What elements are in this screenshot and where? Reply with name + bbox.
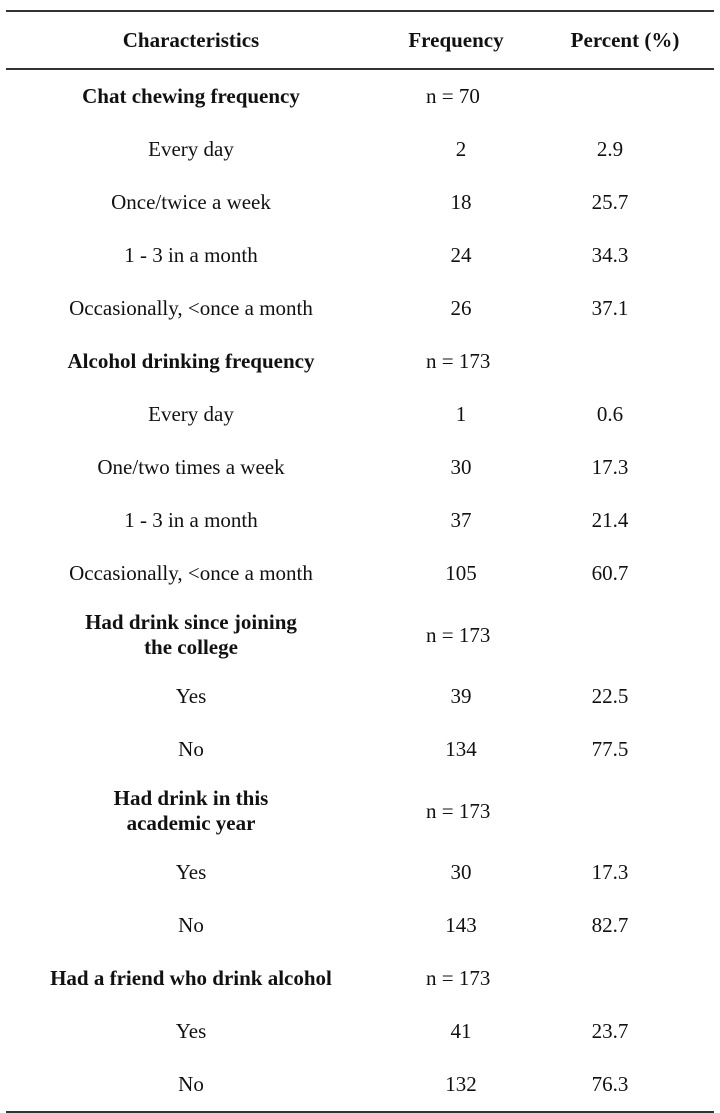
table-row	[6, 547, 714, 600]
row-label: 1 - 3 in a month	[124, 243, 258, 267]
table-row	[6, 388, 714, 441]
section-row	[6, 952, 714, 1005]
section-title: Alcohol drinking frequency	[67, 349, 315, 373]
row-percent: 77.5	[591, 737, 629, 761]
row-frequency: 24	[450, 243, 472, 267]
section-title-line1: Had drink in this	[113, 786, 269, 810]
row-label: No	[178, 913, 204, 937]
row-label: Every day	[148, 137, 234, 161]
section-n: n = 70	[426, 84, 480, 108]
row-percent: 82.7	[591, 913, 629, 937]
table-row	[6, 229, 714, 282]
table-row	[6, 899, 714, 952]
table-row	[6, 494, 714, 547]
row-percent: 25.7	[591, 190, 629, 214]
row-label: Yes	[175, 684, 207, 708]
row-percent: 23.7	[591, 1019, 629, 1043]
row-frequency: 143	[445, 913, 477, 937]
row-percent: 22.5	[591, 684, 629, 708]
section-row	[6, 600, 714, 670]
table-row	[6, 1058, 714, 1112]
row-frequency: 41	[450, 1019, 472, 1043]
row-frequency: 37	[450, 508, 472, 532]
section-empty-cell	[536, 69, 714, 123]
section-title	[6, 776, 376, 846]
row-frequency: 26	[450, 296, 472, 320]
row-percent: 34.3	[591, 243, 629, 267]
table-row	[6, 441, 714, 494]
section-row	[6, 335, 714, 388]
section-title: Chat chewing frequency	[82, 84, 300, 108]
row-frequency: 132	[376, 1058, 536, 1112]
section-empty-cell	[536, 335, 714, 388]
row-label: No	[178, 737, 204, 761]
section-empty-cell	[536, 600, 714, 670]
header-row	[6, 11, 714, 69]
characteristics-table	[6, 10, 714, 1113]
row-frequency: 39	[450, 684, 472, 708]
section-n: n = 173	[426, 349, 491, 373]
row-frequency: 134	[445, 737, 477, 761]
row-label: Yes	[175, 860, 207, 884]
section-row	[6, 69, 714, 123]
row-label: Yes	[175, 1019, 207, 1043]
row-label: No	[6, 1058, 376, 1112]
table-row	[6, 282, 714, 335]
section-n: n = 173	[426, 966, 491, 990]
section-title-line2: academic year	[126, 811, 256, 835]
row-label: One/two times a week	[97, 455, 285, 479]
table-row	[6, 723, 714, 776]
row-frequency: 105	[445, 561, 477, 585]
header-percent: Percent (%)	[536, 11, 714, 69]
row-frequency: 1	[455, 402, 467, 426]
row-frequency: 30	[450, 455, 472, 479]
row-label: 1 - 3 in a month	[124, 508, 258, 532]
section-empty-cell	[536, 952, 714, 1005]
table-row	[6, 176, 714, 229]
row-percent: 21.4	[591, 508, 629, 532]
section-title: Had a friend who drink alcohol	[50, 966, 332, 990]
table-row	[6, 670, 714, 723]
header-frequency: Frequency	[376, 11, 536, 69]
table-body	[6, 69, 714, 1112]
row-percent: 0.6	[596, 402, 624, 426]
section-row	[6, 776, 714, 846]
table-row	[6, 1005, 714, 1058]
data-table-container	[6, 10, 714, 1113]
row-percent: 60.7	[591, 561, 629, 585]
row-label: Once/twice a week	[111, 190, 271, 214]
row-frequency: 2	[455, 137, 467, 161]
header-characteristics: Characteristics	[6, 11, 376, 69]
row-percent: 37.1	[591, 296, 629, 320]
section-n: n = 173	[426, 798, 491, 823]
row-percent: 76.3	[536, 1058, 714, 1112]
table-row	[6, 846, 714, 899]
section-n: n = 173	[426, 622, 491, 647]
row-percent: 17.3	[591, 455, 629, 479]
row-frequency: 18	[450, 190, 472, 214]
section-title-line2: the college	[144, 635, 238, 659]
table-header	[6, 11, 714, 69]
row-percent: 2.9	[596, 137, 624, 161]
row-label: Occasionally, <once a month	[69, 561, 313, 585]
section-title-line1: Had drink since joining	[85, 610, 297, 634]
section-empty-cell	[536, 776, 714, 846]
table-row	[6, 123, 714, 176]
row-label: Occasionally, <once a month	[69, 296, 313, 320]
row-percent: 17.3	[591, 860, 629, 884]
row-label: Every day	[148, 402, 234, 426]
section-title	[6, 600, 376, 670]
row-frequency: 30	[450, 860, 472, 884]
